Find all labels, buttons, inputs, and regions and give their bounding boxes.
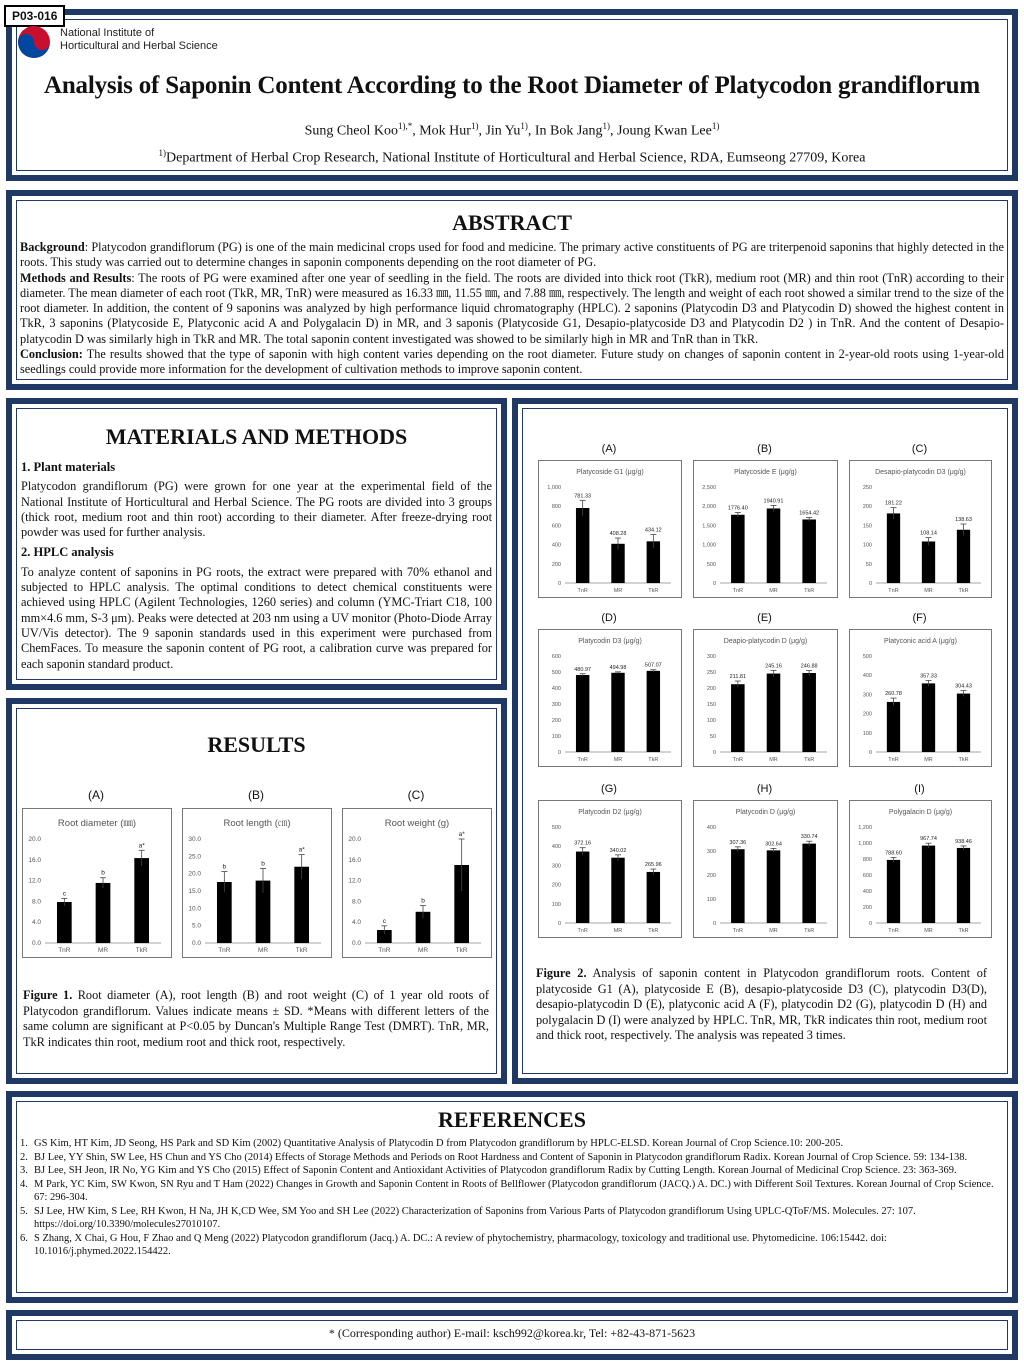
y-tick-label: 100 [551, 734, 561, 740]
chart-title: Root diameter (㎜) [57, 818, 137, 829]
data-label: 938.46 [955, 838, 972, 845]
y-tick-label: 600 [862, 873, 872, 879]
plant-materials-text: Platycodon grandiflorum (PG) were grown for one year at the experimental field of the National Institute of Horticultural and Herbal Science. The PG roots are divided into 3 groups (thick root, medium root and thin root) according to their diameter. After freeze-drying root powder was used for further analysis. [21, 479, 492, 540]
data-label: 265.96 [644, 862, 662, 869]
y-tick-label: 1,200 [858, 825, 872, 831]
x-tick-label: MR [417, 947, 429, 954]
data-label: 357.33 [920, 673, 937, 680]
data-label: 138.63 [955, 517, 972, 524]
chart-title: Platycoside G1 (μg/g) [576, 469, 644, 476]
x-tick-label: TnR [577, 757, 588, 763]
y-tick-label: 800 [862, 857, 872, 863]
y-tick-label: 400 [551, 844, 561, 851]
data-label: 260.78 [885, 691, 902, 698]
reference-text: BJ Lee, SH Jeon, IR No, YG Kim and YS Cho (2015) Effect of Saponin Content and Antioxidant Activities of Platycodon grandiflorum Radix by Cutting Length. Korean Journal of Medicinal Crop Science. 23: 363-369. [34, 1165, 957, 1176]
y-tick-label: 0 [712, 581, 716, 587]
y-tick-label: 0 [557, 581, 561, 587]
significance-letter: b [101, 869, 105, 877]
chart-title: Root weight (g) [384, 818, 450, 829]
y-tick-label: 10.0 [188, 905, 201, 913]
reference-text: S Zhang, X Chai, G Hou, F Zhao and Q Meng (2022) Platycodon grandiflorum (Jacq.) A. DC.: A review of phytochemistry, pharmacology, toxicology and traditional use. Phytomedicine. 106:15442. doi: 10.1016/j.phymed.2022.154422. [34, 1232, 887, 1257]
chart-title: Desapio-platycodin D3 (μg/g) [875, 469, 966, 476]
x-tick-label: MR [257, 947, 269, 954]
y-tick-label: 500 [706, 561, 716, 568]
y-tick-label: 12.0 [28, 877, 41, 885]
poster-id: P03-016 [4, 5, 65, 27]
reference-item: 1. GS Kim, HT Kim, JD Seong, HS Park and SD Kim (2002) Quantitative Analysis of Platycodin D from Platycodon grandiflorum by HPLC-ELSD. Korean Journal of Crop Science.10: 200-205. [20, 1138, 844, 1149]
chart-title: Platycodin D3 (μg/g) [578, 638, 642, 645]
bar [767, 850, 781, 923]
reference-text: GS Kim, HT Kim, JD Seong, HS Park and SD Kim (2002) Quantitative Analysis of Platycodin D from Platycodon grandiflorum by HPLC-ELSD. Korean Journal of Crop Science.10: 200-205. [34, 1138, 844, 1149]
x-tick-label: MR [613, 588, 623, 594]
author-name: In Bok Jang [534, 123, 603, 139]
y-tick-label: 600 [551, 523, 561, 530]
chart-title: Deapio-platycodin D (μg/g) [723, 638, 808, 645]
bar [802, 673, 816, 752]
y-tick-label: 100 [706, 718, 716, 724]
author-name: Sung Cheol Koo [304, 123, 398, 139]
bar-chart [693, 460, 838, 598]
chart-panel-label: (B) [248, 788, 264, 802]
data-label: 330.74 [800, 834, 818, 841]
data-label: 480.97 [574, 666, 592, 673]
chart-panel-label: (I) [914, 783, 925, 795]
bar [957, 530, 970, 583]
y-tick-label: 300 [551, 863, 561, 870]
reference-item: 2. BJ Lee, YY Shin, SW Lee, HS Chun and YS Cho (2014) Effects of Storage Methods and Periods on Root Hardness and Content of Saponin in Platycodon grandiflorum Radix. Korean Journal of Crop Science. 59: 134-138. [20, 1151, 968, 1163]
chart-title: Root length (㎝) [223, 818, 291, 829]
figure1-text: Root diameter (A), root length (B) and root weight (C) of 1 year old roots of Platycodon grandiflorum. Values indicate means ± SD. *Means with different letters of the same column are significant at P<0.05 by Duncan's Multiple Range Test (DMRT). TnR, MR, TkR indicates thin root, medium root and thick root, respectively. [23, 988, 489, 1049]
methods-heading: MATERIALS AND METHODS [105, 424, 408, 449]
bar [576, 508, 589, 583]
y-tick-label: 200 [862, 504, 872, 511]
bar [922, 683, 935, 752]
data-label: 1940.91 [763, 498, 784, 505]
reference-item: 3. BJ Lee, SH Jeon, IR No, YG Kim and YS Cho (2015) Effect of Saponin Content and Antioxidant Activities of Platycodon grandiflorum Radix by Cutting Length. Korean Journal of Medicinal Crop Science. 23: 363-369. [20, 1165, 957, 1176]
x-tick-label: TkR [648, 588, 659, 594]
y-tick-label: 400 [706, 825, 716, 831]
bar-chart [538, 800, 682, 938]
x-tick-label: MR [769, 588, 778, 594]
x-tick-label: MR [613, 928, 623, 934]
data-label: 108.14 [920, 530, 937, 537]
bar-chart [693, 800, 838, 938]
chart-title: Platycoside E (μg/g) [734, 469, 797, 476]
y-tick-label: 300 [706, 849, 716, 855]
bar-chart [849, 460, 992, 598]
figure1-caption [23, 988, 489, 1050]
affiliation-sup: 1) [158, 148, 167, 158]
y-tick-label: 200 [706, 873, 716, 879]
affiliation-text: Department of Herbal Crop Research, National Institute of Horticultural and Herbal Science, RDA, Eumseong 27709, Korea [166, 150, 866, 166]
chart-panel-label: (E) [757, 612, 772, 624]
x-tick-label: TnR [577, 588, 588, 594]
bar [887, 513, 900, 583]
chart-panel-label: (C) [407, 788, 425, 802]
chart-panel-label: (H) [756, 783, 773, 795]
data-label: 967.74 [920, 836, 937, 843]
data-label: 340.02 [609, 847, 627, 854]
bar [731, 515, 745, 583]
y-tick-label: 400 [862, 889, 872, 895]
bar [957, 848, 970, 923]
bar [731, 849, 745, 923]
bar [576, 852, 589, 923]
data-label: 1776.40 [727, 505, 748, 512]
bar-chart [22, 808, 172, 958]
x-tick-label: TkR [804, 757, 815, 763]
author-sup: 1) [520, 121, 528, 131]
y-tick-label: 50 [865, 561, 872, 568]
background-label: Background [20, 240, 85, 254]
chart-panel-label: (A) [601, 443, 617, 455]
bar-chart [538, 629, 682, 767]
y-tick-label: 1,500 [702, 523, 716, 530]
reference-item: 6. S Zhang, X Chai, G Hou, F Zhao and Q Meng (2022) Platycodon grandiflorum (Jacq.) A. DC.: A review of phytochemistry, pharmacology, toxicology and traditional use. Phytomedicine. 106:15442. doi: 10.1016/j.phymed.2022.154422. [20, 1232, 887, 1257]
conclusion-text: The results showed that the type of saponin with high content varies depending on the root diameter. Future study on changes of saponin content in 2-year-old roots using 1-year-old seedlings could provide more information for the development of cultivation methods to improve saponin content. [20, 347, 1004, 377]
methods-text: : The roots of PG were examined after one year of seedling in the field. The roots are divided into thick root (TkR), medium root (MR) and thin root (TnR) according to their diameter. The mean diameter of each root (TkR, MR, TnR) were measured as 16.33 ㎜, 11.55 ㎜, and 7.88 ㎜, respectively. The length and weight of each root showed a similar trend to the size of the root diameter. In addition, the content of 9 saponins was analyzed by high performance liquid chromatography (HPLC). 2 saponins (Platycodin D3 and Platycodin D) showed the highest content in TkR, 3 saponins (Platycoside E, Platyconic acid A and Polygalacin D) in MR, and 3 saponis (Platycoside G1, Desapio-platycoside D3 and Platycodin D2 ) in TnR. And the content of Desapio-platycodin D was similarly high in TkR and MR. The total saponin content investigated was showed to be similarly high in MR and TnR than in TkR. [20, 270, 1004, 346]
x-tick-label: MR [924, 928, 933, 934]
x-tick-label: TnR [732, 757, 744, 763]
y-tick-label: 150 [706, 702, 716, 708]
y-tick-label: 16.0 [28, 856, 41, 864]
methods-label: Methods and Results [20, 270, 132, 285]
bar [611, 858, 624, 923]
figure1-label: Figure 1. [23, 988, 73, 1002]
data-label: 408.28 [609, 531, 627, 538]
x-tick-label: TkR [958, 928, 969, 934]
bar [611, 673, 624, 752]
methods-text [21, 458, 492, 672]
bar [957, 694, 970, 752]
institute-line-1: National Institute of [60, 27, 155, 39]
y-tick-label: 200 [706, 686, 716, 692]
y-tick-label: 0 [868, 581, 872, 587]
bar [802, 844, 816, 923]
references-heading: REFERENCES [438, 1107, 586, 1132]
y-tick-label: 300 [706, 654, 716, 660]
y-tick-label: 15.0 [188, 888, 201, 895]
poster-title: Analysis of Saponin Content According to the Root Diameter of Platycodon grandiflorum [43, 72, 980, 99]
y-tick-label: 2,500 [702, 485, 716, 491]
significance-letter: b [421, 897, 425, 905]
bar-chart [538, 460, 682, 598]
bar [731, 684, 745, 752]
bar [767, 674, 781, 752]
reference-text: BJ Lee, YY Shin, SW Lee, HS Chun and YS Cho (2014) Effects of Storage Methods and Periods on Root Hardness and Content of Saponin in Platycodon grandiflorum Radix. Korean Journal of Crop Science. 59: 134-138. [34, 1151, 968, 1163]
significance-letter: a* [458, 831, 465, 838]
x-tick-label: TnR [378, 947, 391, 954]
bar [647, 671, 660, 752]
plant-materials-heading: 1. Plant materials [21, 460, 116, 474]
y-tick-label: 0 [712, 921, 716, 927]
chart-panel-label: (C) [911, 443, 928, 455]
data-label: 302.64 [765, 841, 782, 848]
background-text: : Platycodon grandiflorum (PG) is one of the main medicinal crops used for food and medicine. The primary active constituents of PG are triterpenoid saponins that highly detected in the roots. This study was carried out to determine changes in saponin components depending on the root diameter of PG. [20, 240, 1004, 270]
figure2-label: Figure 2. [536, 966, 587, 980]
significance-letter: b [261, 860, 265, 868]
author-sup: 1) [470, 121, 479, 131]
data-label: 304.43 [955, 683, 972, 690]
y-tick-label: 400 [551, 542, 561, 549]
author-name: Joung Kwan Lee [617, 123, 712, 139]
significance-letter: b [222, 863, 227, 871]
author-sup: 1),* [397, 121, 413, 131]
hplc-heading: 2. HPLC analysis [21, 545, 114, 560]
y-tick-label: 2,000 [702, 504, 716, 511]
y-tick-label: 200 [862, 711, 872, 718]
abstract-text [20, 240, 1004, 378]
x-tick-label: MR [924, 757, 933, 763]
y-tick-label: 12.0 [348, 877, 361, 885]
chart-panel-label: (D) [601, 612, 617, 624]
x-tick-label: MR [769, 928, 778, 934]
bar [134, 858, 149, 943]
chart-panel-label: (F) [912, 612, 927, 624]
chart-title: Platyconic acid A (μg/g) [884, 638, 957, 645]
y-tick-label: 200 [551, 882, 561, 889]
chart-title: Polygalacin D (μg/g) [888, 809, 953, 816]
reference-item: 4. M Park, YC Kim, SW Kwon, SN Ryu and T Ham (2022) Changes in Growth and Saponin Content in Roots of Bellflower (Platycodon grandiflorum (JACQ.) A. DC.) with Different Soil Textures. Korean Journal of Crop Science. 67: 296-304. [20, 1178, 994, 1203]
y-tick-label: 1,000 [702, 542, 716, 549]
conclusion-label: Conclusion: [20, 347, 83, 362]
x-tick-label: TkR [295, 947, 308, 954]
reference-text: SJ Lee, HW Kim, S Lee, RH Kwon, H Na, JH K,CD Wee, SM Yoo and SH Lee (2022) Characterization of Saponins from Various Parts of Platycodon grandiflorum Using UPLC-QToF/MS. Molecules. 27: 107. https://doi.org/10.3390/molecules27010107. [34, 1205, 916, 1230]
x-tick-label: MR [924, 588, 933, 594]
x-tick-label: TkR [455, 947, 468, 954]
abstract-heading: ABSTRACT [452, 210, 572, 235]
data-label: 246.88 [800, 663, 818, 670]
y-tick-label: 30.0 [188, 836, 201, 843]
significance-letter: a* [138, 842, 145, 850]
y-tick-label: 0.0 [351, 940, 361, 947]
data-label: 507.07 [644, 662, 662, 669]
y-tick-label: 500 [551, 670, 561, 676]
y-tick-label: 600 [551, 654, 561, 660]
reference-text: M Park, YC Kim, SW Kwon, SN Ryu and T Ham (2022) Changes in Growth and Saponin Content in Roots of Bellflower (Platycodon grandiflorum (JACQ.) A. DC.) with Different Soil Textures. Korean Journal of Crop Science. 67: 296-304. [34, 1178, 994, 1203]
author-sup: 1) [602, 121, 610, 131]
korea-logo-icon [16, 24, 52, 60]
x-tick-label: TnR [888, 928, 899, 934]
y-tick-label: 200 [862, 905, 872, 911]
figure2-caption [536, 966, 987, 1044]
data-label: 372.16 [574, 840, 592, 847]
x-tick-label: MR [97, 947, 109, 954]
y-tick-label: 400 [551, 686, 561, 692]
y-tick-label: 16.0 [348, 856, 361, 864]
bar-chart [182, 808, 332, 958]
results-heading: RESULTS [207, 732, 306, 757]
y-tick-label: 1,000 [858, 841, 872, 847]
y-tick-label: 300 [551, 702, 561, 708]
chart-panel-label: (A) [88, 788, 104, 802]
significance-letter: c [62, 890, 66, 898]
bar [767, 508, 781, 583]
y-tick-label: 0 [868, 921, 872, 927]
x-tick-label: TkR [648, 928, 659, 934]
y-tick-label: 1,000 [547, 485, 561, 491]
y-tick-label: 0 [557, 750, 561, 756]
data-label: 245.16 [765, 663, 782, 670]
x-tick-label: MR [613, 757, 623, 763]
data-label: 494.98 [609, 664, 627, 671]
x-tick-label: TnR [888, 588, 899, 594]
y-tick-label: 800 [551, 504, 561, 511]
y-tick-label: 8.0 [31, 898, 41, 906]
bar [611, 544, 624, 583]
y-tick-label: 250 [862, 485, 872, 491]
x-tick-label: TkR [135, 947, 148, 954]
y-tick-label: 0 [557, 921, 561, 927]
bar [922, 846, 935, 923]
x-tick-label: TkR [804, 928, 815, 934]
x-tick-label: TnR [58, 947, 71, 954]
significance-letter: a* [298, 846, 305, 854]
x-tick-label: TkR [804, 588, 815, 594]
x-tick-label: TnR [218, 947, 231, 954]
x-tick-label: TnR [732, 588, 744, 594]
bar [96, 883, 111, 943]
x-tick-label: TnR [577, 928, 588, 934]
y-tick-label: 0 [868, 750, 872, 756]
y-tick-label: 20.0 [188, 870, 201, 878]
bar-chart [849, 800, 992, 938]
figure2-text: Analysis of saponin content in Platycodon grandiflorum roots. Content of platycoside G1 (A), platycoside E (B), desapio-platycoside D3 (C), platycodin D3(D), desapio-platycodin D (E), platyconic acid A (F), platycodin D2 (G), platycodin D (H) and polygalacin D (I) were analyzed by HPLC. TnR, MR, TkR indicates thin root, medium root and thick root, respectively. The analysis was repeated 3 times. [536, 966, 988, 1042]
y-tick-label: 400 [862, 673, 872, 680]
x-tick-label: TnR [732, 928, 744, 934]
y-tick-label: 25.0 [188, 853, 201, 861]
y-tick-label: 500 [862, 654, 872, 660]
data-label: 1654.42 [799, 510, 820, 517]
chart-panel-label: (B) [757, 443, 772, 455]
y-tick-label: 0.0 [191, 940, 201, 947]
bar [802, 519, 816, 583]
author-sup: 1) [711, 121, 720, 131]
data-label: 788.60 [885, 850, 902, 857]
bar [922, 541, 935, 583]
author-name: Jin Yu [485, 123, 521, 139]
corresponding-author: * (Corresponding author) E-mail: ksch992@korea.kr, Tel: +82-43-871-5623 [328, 1326, 696, 1340]
data-label: 181.22 [885, 500, 902, 507]
y-tick-label: 0.0 [31, 940, 41, 947]
reference-list [20, 1137, 1004, 1259]
bar [887, 860, 900, 923]
chart-title: Platycodin D (μg/g) [735, 809, 796, 816]
y-tick-label: 5.0 [191, 922, 201, 930]
y-tick-label: 200 [551, 718, 561, 724]
data-label: 307.36 [729, 839, 747, 846]
x-tick-label: TnR [888, 757, 899, 763]
y-tick-label: 200 [551, 561, 561, 568]
bar-chart [342, 808, 492, 958]
y-tick-label: 0 [712, 750, 716, 756]
bar [647, 872, 660, 923]
x-tick-label: TkR [958, 588, 969, 594]
institute-line-2: Horticultural and Herbal Science [60, 40, 218, 52]
author-name: Mok Hur [419, 123, 471, 139]
y-tick-label: 250 [706, 670, 716, 676]
data-label: 781.33 [574, 493, 592, 500]
bar-chart [693, 629, 838, 767]
x-tick-label: MR [769, 757, 778, 763]
y-tick-label: 20.0 [28, 836, 41, 843]
bar [57, 902, 72, 943]
affiliation [0, 148, 1024, 167]
data-label: 211.81 [729, 674, 747, 681]
y-tick-label: 150 [862, 523, 872, 530]
bar [576, 675, 589, 752]
chart-panel-label: (G) [601, 783, 617, 795]
bar [887, 702, 900, 752]
y-tick-label: 100 [706, 897, 716, 903]
y-tick-label: 300 [862, 692, 872, 699]
y-tick-label: 500 [551, 825, 561, 831]
data-label: 434.12 [644, 527, 662, 534]
y-tick-label: 50 [709, 734, 716, 740]
y-tick-label: 100 [862, 730, 872, 737]
reference-item: 5. SJ Lee, HW Kim, S Lee, RH Kwon, H Na, JH K,CD Wee, SM Yoo and SH Lee (2022) Characterization of Saponins from Various Parts of Platycodon grandiflorum Using UPLC-QToF/MS. Molecules. 27: 107. https://doi.org/10.3390/molecules27010107. [20, 1205, 916, 1230]
x-tick-label: TkR [958, 757, 969, 763]
bar-chart [849, 629, 992, 767]
authors: Sung Cheol Koo$^{1),*}$, Mok Hur$^{1)}$, Jin Yu$^{1)}$, In Bok Jang$^{1)}$, Joung Kwan Lee$^{1)}$ [304, 121, 720, 139]
significance-letter: c [382, 917, 386, 925]
y-tick-label: 20.0 [348, 836, 361, 843]
y-tick-label: 8.0 [351, 898, 361, 906]
hplc-text: To analyze content of saponins in PG roots, the extract were prepared with 70% ethanol and subjected to HPLC analysis. The optimal conditions to detect chemical constituents were achieved using HPLC (Agilent Technologies, 1260 series) and column (YMC-Triart C18, 100 mm×4.6 mm, S-3 μm). Peaks were detected at 203 nm using a UV monitor (Photo-Diode Array UV/Vis detector). The 9 saponin standards used in this experiment were purchased from ChemFaces. To measure the saponin content of PG root, a calibration curve was prepared for each saponin standard product. [21, 564, 492, 671]
institute-name [60, 27, 218, 53]
y-tick-label: 100 [551, 901, 561, 908]
y-tick-label: 100 [862, 542, 872, 549]
y-tick-label: 4.0 [351, 919, 361, 927]
x-tick-label: TkR [648, 757, 659, 763]
chart-title: Platycodin D2 (μg/g) [578, 809, 642, 816]
y-tick-label: 4.0 [31, 919, 41, 927]
